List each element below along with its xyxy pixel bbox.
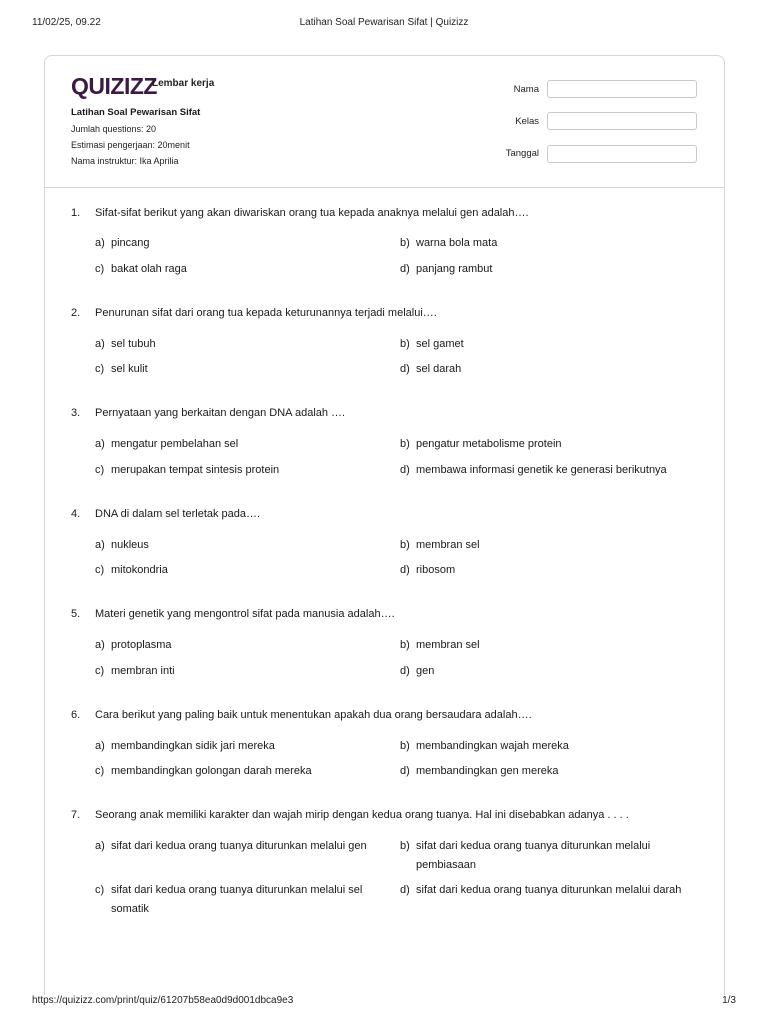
option-letter: c) <box>95 564 105 576</box>
option-letter: b) <box>400 539 410 551</box>
worksheet-label: Lembar kerja <box>152 78 215 89</box>
option-letter: b) <box>400 237 410 249</box>
question-count: Jumlah questions: 20 <box>71 124 157 134</box>
class-field[interactable] <box>547 112 697 130</box>
question-number: 7. <box>71 809 81 821</box>
print-footer <box>32 995 736 1009</box>
option-text: sel gamet <box>416 338 464 350</box>
question-text: DNA di dalam sel terletak pada…. <box>95 508 261 520</box>
option-text: mitokondria <box>111 564 168 576</box>
instructor-name: Nama instruktur: Ika Aprilia <box>71 156 179 166</box>
option-letter: d) <box>400 564 410 576</box>
option-letter: d) <box>400 665 410 677</box>
option-letter: d) <box>400 363 410 375</box>
option-letter: a) <box>95 740 105 752</box>
option-text: membandingkan wajah mereka <box>416 740 569 752</box>
option-text: membran sel <box>416 639 480 651</box>
option-text: membran sel <box>416 539 480 551</box>
option-text: merupakan tempat sintesis protein <box>111 464 280 476</box>
option-letter: c) <box>95 464 105 476</box>
option-letter: a) <box>95 639 105 651</box>
option-text: sel kulit <box>111 363 148 375</box>
option-text: sifat dari kedua orang tuanya diturunkan melalui gen <box>111 840 367 852</box>
option-letter: a) <box>95 338 105 350</box>
class-label: Kelas <box>515 116 539 127</box>
option-letter: b) <box>400 438 410 450</box>
option-letter: d) <box>400 464 410 476</box>
quiz-title: Latihan Soal Pewarisan Sifat <box>71 107 201 118</box>
question-number: 1. <box>71 207 81 219</box>
option-letter: d) <box>400 263 410 275</box>
option-text: membandingkan sidik jari mereka <box>111 740 275 752</box>
option-text: membandingkan golongan darah mereka <box>111 765 312 777</box>
question-text: Penurunan sifat dari orang tua kepada keturunannya terjadi melalui…. <box>95 307 437 319</box>
question-number: 3. <box>71 407 81 419</box>
name-field[interactable] <box>547 80 697 98</box>
option-letter: b) <box>400 338 410 350</box>
print-page-title: Latihan Soal Pewarisan Sifat | Quizizz <box>299 17 469 28</box>
page-number: 1/3 <box>722 995 736 1006</box>
print-datetime: 11/02/25, 09.22 <box>32 17 101 28</box>
option-letter: c) <box>95 363 105 375</box>
option-text: mengatur pembelahan sel <box>111 438 239 450</box>
option-text: pengatur metabolisme protein <box>416 438 562 450</box>
question-text: Pernyataan yang berkaitan dengan DNA adalah …. <box>95 407 346 419</box>
question-text: Materi genetik yang mengontrol sifat pada manusia adalah…. <box>95 608 395 620</box>
option-letter: a) <box>95 840 105 852</box>
option-text: protoplasma <box>111 639 172 651</box>
print-header <box>32 17 736 31</box>
option-letter: a) <box>95 539 105 551</box>
option-text: sifat dari kedua orang tuanya diturunkan melalui darah <box>416 884 682 896</box>
option-letter: b) <box>400 840 410 852</box>
option-text: sifat dari kedua orang tuanya diturunkan melalui pembiasaan <box>416 840 651 871</box>
option-letter: a) <box>95 237 105 249</box>
option-letter: b) <box>400 740 410 752</box>
option-letter: c) <box>95 263 105 275</box>
option-letter: d) <box>400 884 410 896</box>
question-number: 5. <box>71 608 81 620</box>
option-letter: b) <box>400 639 410 651</box>
quizizz-logo: QUIZIZZ <box>71 73 157 99</box>
option-text: sifat dari kedua orang tuanya diturunkan melalui sel somatik <box>111 884 363 915</box>
option-text: panjang rambut <box>416 263 493 275</box>
option-text: sel darah <box>416 363 462 375</box>
page-url: https://quizizz.com/print/quiz/61207b58ea0d9d001dbca9e3 <box>32 995 294 1006</box>
option-text: membawa informasi genetik ke generasi berikutnya <box>416 464 667 476</box>
date-field[interactable] <box>547 145 697 163</box>
option-text: warna bola mata <box>416 237 498 249</box>
option-text: membandingkan gen mereka <box>416 765 559 777</box>
option-text: ribosom <box>416 564 456 576</box>
question-text: Sifat-sifat berikut yang akan diwariskan orang tua kepada anaknya melalui gen adalah…. <box>95 207 529 219</box>
option-text: membran inti <box>111 665 175 677</box>
option-text: bakat olah raga <box>111 263 187 275</box>
question-number: 4. <box>71 508 81 520</box>
option-letter: c) <box>95 665 105 677</box>
option-text: sel tubuh <box>111 338 156 350</box>
option-letter: a) <box>95 438 105 450</box>
question-number: 6. <box>71 709 81 721</box>
option-letter: d) <box>400 765 410 777</box>
option-letter: c) <box>95 765 105 777</box>
option-letter: c) <box>95 884 105 896</box>
question-text: Cara berikut yang paling baik untuk menentukan apakah dua orang bersaudara adalah…. <box>95 709 532 721</box>
option-text: nukleus <box>111 539 149 551</box>
time-estimate: Estimasi pengerjaan: 20menit <box>71 140 190 150</box>
worksheet-header <box>45 56 724 188</box>
option-text: pincang <box>111 237 150 249</box>
worksheet <box>44 55 725 995</box>
option-text: gen <box>416 665 435 677</box>
name-label: Nama <box>513 84 539 95</box>
question-number: 2. <box>71 307 81 319</box>
question-text: Seorang anak memiliki karakter dan wajah mirip dengan kedua orang tuanya. Hal ini disebabkan adanya . . . . <box>95 809 629 821</box>
date-label: Tanggal <box>505 148 539 159</box>
